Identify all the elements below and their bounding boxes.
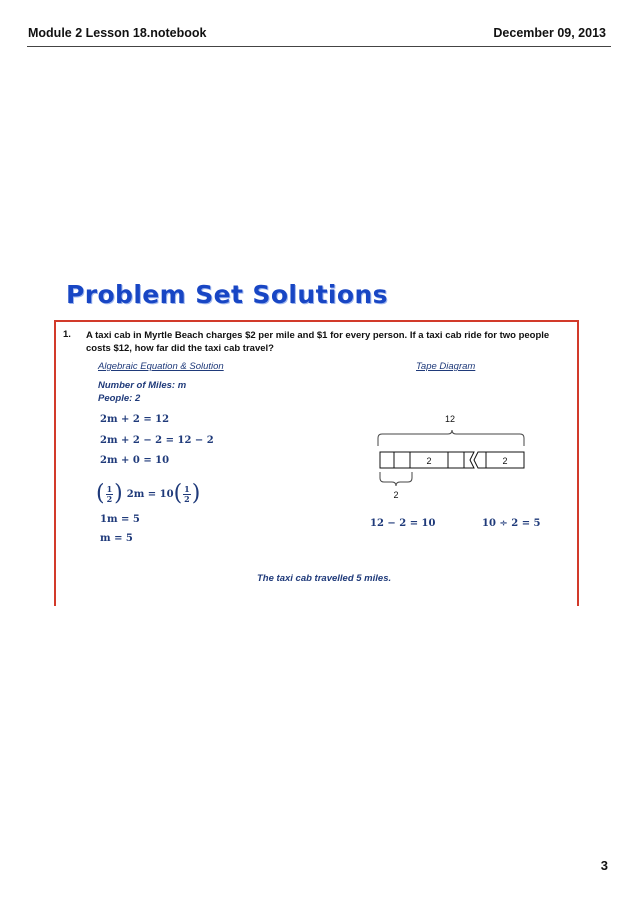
- tape-segment-label-1: 2: [426, 456, 432, 466]
- header-rule: [27, 46, 611, 47]
- conclusion-text: The taxi cab travelled 5 miles.: [257, 573, 392, 584]
- tape-segment-label-2: 2: [502, 456, 508, 466]
- equation-step-5: m = 5: [100, 533, 133, 544]
- tape-calc-subtract: 12 − 2 = 10: [370, 518, 436, 529]
- tape-unit-box-1: [380, 452, 394, 468]
- problem-number: 1.: [63, 329, 71, 340]
- right-paren-2: ): [191, 481, 201, 506]
- tape-unit-box-2: [394, 452, 410, 468]
- page-title: Problem Set Solutions: [66, 280, 388, 309]
- fraction-left-num: 1: [106, 483, 113, 494]
- right-paren: ): [114, 481, 123, 506]
- tape-heading: Tape Diagram: [416, 361, 476, 372]
- header-date: December 09, 2013: [493, 26, 606, 40]
- equation-step-3: 2m + 0 = 10: [100, 455, 170, 466]
- equation-step-fraction: [96, 483, 200, 505]
- problem-text: A taxi cab in Myrtle Beach charges $2 per mile and $1 for every person. If a taxi cab ride for two people costs $12, how far did the taxi cab travel?: [86, 330, 550, 354]
- variable-definition: Number of Miles: m: [98, 380, 187, 391]
- fraction-left-den: 2: [106, 493, 113, 504]
- fraction-step-middle: 2m = 10: [126, 488, 174, 500]
- tape-unit-box-3: [448, 452, 464, 468]
- fraction-right-den: 2: [184, 493, 190, 504]
- page-number: 3: [600, 858, 608, 873]
- header-file-name: Module 2 Lesson 18.notebook: [28, 26, 207, 40]
- tape-diagram: [370, 410, 540, 510]
- tape-calc-divide: 10 ÷ 2 = 5: [482, 518, 541, 529]
- left-paren-2: (: [173, 481, 183, 506]
- fraction-right: [183, 485, 191, 504]
- fraction-right-num: 1: [184, 483, 190, 494]
- algebra-heading: Algebraic Equation & Solution: [98, 361, 224, 372]
- tape-bottom-label: 2: [393, 490, 399, 500]
- equation-step-1: 2m + 2 = 12: [100, 414, 170, 425]
- tape-total-label: 12: [444, 414, 456, 424]
- fraction-left: [106, 485, 114, 504]
- equation-step-2: 2m + 2 − 2 = 12 − 2: [100, 435, 214, 446]
- people-definition: People: 2: [98, 393, 141, 404]
- tape-break-left: [464, 452, 474, 468]
- equation-step-4: 1m = 5: [100, 514, 140, 525]
- tape-top-brace: [378, 430, 524, 446]
- left-paren: (: [96, 481, 105, 506]
- tape-break-right: [474, 452, 486, 468]
- tape-bottom-brace: [380, 472, 412, 486]
